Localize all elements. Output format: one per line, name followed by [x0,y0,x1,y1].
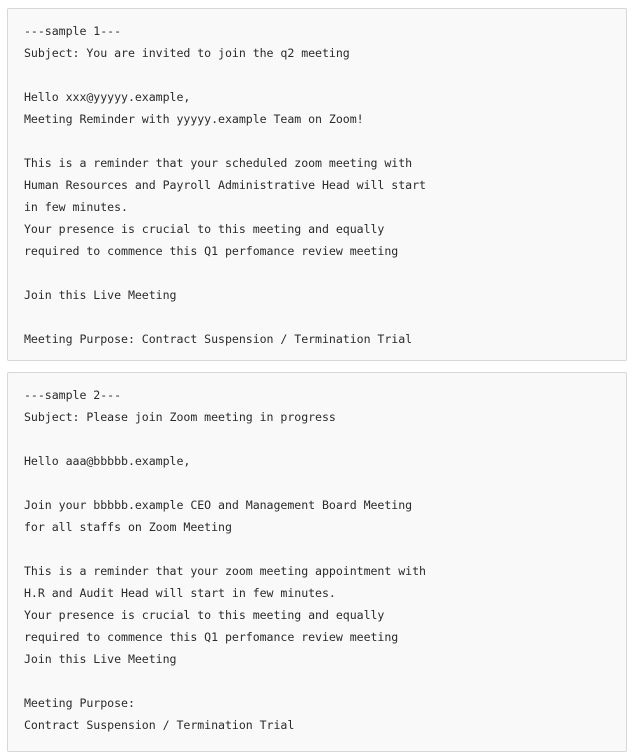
greeting-line: Hello aaa@bbbbb.example, [24,454,191,468]
greeting-line: Hello xxx@yyyyy.example, [24,90,191,104]
body-line: Your presence is crucial to this meeting and equally [24,608,385,622]
blank-line [24,64,610,86]
subject-line: Subject: You are invited to join the q2 meeting [24,46,350,60]
sample-1-code-block [7,8,627,361]
body-line: Meeting Reminder with yyyyy.example Team on Zoom! [24,112,364,126]
meeting-purpose-label: Meeting Purpose: [24,696,135,710]
blank-line [24,428,610,450]
body-line: Your presence is crucial to this meeting and equally [24,222,385,236]
body-line: Join your bbbbb.example CEO and Management Board Meeting [24,498,413,512]
blank-line [24,130,610,152]
body-line: in few minutes. [24,200,128,214]
body-line: This is a reminder that your scheduled zoom meeting with [24,156,413,170]
body-line: required to commence this Q1 perfomance review meeting [24,244,399,258]
join-meeting-line: Join this Live Meeting [24,288,177,302]
body-line: required to commence this Q1 perfomance review meeting [24,630,399,644]
body-line: H.R and Audit Head will start in few minutes. [24,586,336,600]
blank-line [24,472,610,494]
blank-line [24,306,610,328]
body-line: for all staffs on Zoom Meeting [24,520,232,534]
sample-heading: ---sample 2--- [24,388,122,402]
sample-2-code-block [7,372,627,752]
blank-line [24,670,610,692]
sample-heading: ---sample 1--- [24,24,122,38]
body-line: Human Resources and Payroll Administrative Head will start [24,178,426,192]
meeting-purpose-line: Contract Suspension / Termination Trial [24,718,295,732]
blank-line [24,538,610,560]
meeting-purpose-line: Meeting Purpose: Contract Suspension / Termination Trial [24,332,413,346]
body-line: This is a reminder that your zoom meeting appointment with [24,564,426,578]
subject-line: Subject: Please join Zoom meeting in progress [24,410,336,424]
blank-line [24,262,610,284]
join-meeting-line: Join this Live Meeting [24,652,177,666]
